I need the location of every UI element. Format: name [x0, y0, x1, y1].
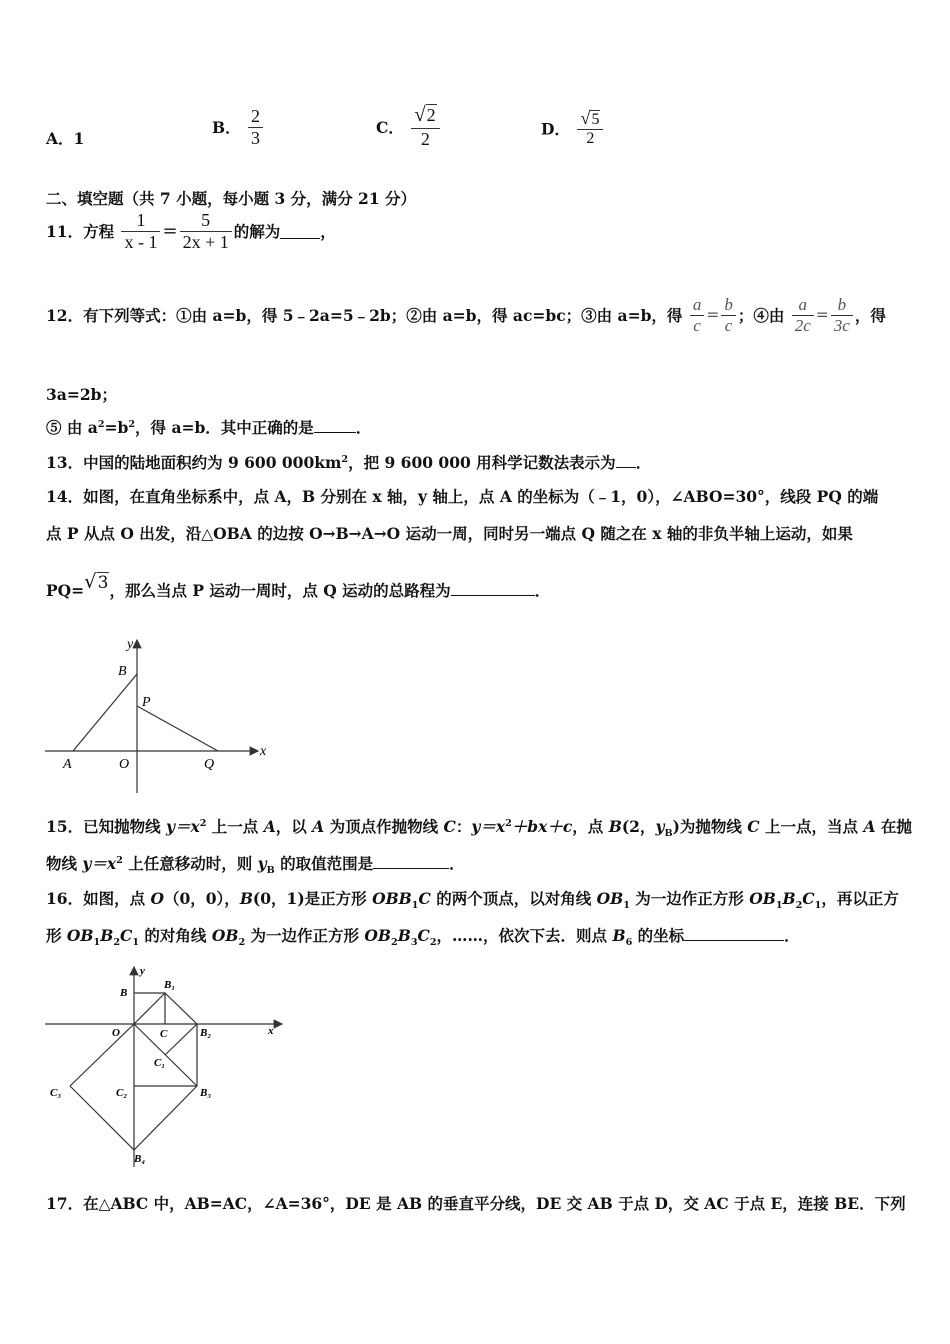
q11-prefix: 11．方程	[46, 222, 115, 242]
answer-blank[interactable]	[314, 418, 356, 433]
label-b: B	[118, 664, 127, 679]
text: ，那么当点 P 运动一周时，点 Q 运动的总路程为	[109, 581, 451, 600]
denominator: 2	[586, 130, 595, 148]
numerator: 1	[121, 210, 160, 232]
text: (2，	[621, 817, 656, 836]
label-c3: C₃	[50, 1087, 62, 1099]
text: 15．已知抛物线	[46, 817, 166, 836]
math: C	[418, 889, 431, 908]
q11-suffix: 的解为	[233, 222, 281, 242]
math: ＋bx＋c	[511, 817, 573, 836]
label-c: C	[160, 1028, 168, 1040]
label-o: O	[112, 1027, 120, 1039]
equals-sign: =	[162, 220, 178, 242]
edge-b1b2	[165, 993, 197, 1024]
superscript: 2	[97, 418, 105, 430]
subscript: 6	[625, 937, 633, 949]
label-x: x	[268, 1025, 274, 1037]
subscript: 1	[623, 900, 630, 912]
label-y: y	[140, 965, 145, 977]
fraction-lhs	[121, 210, 160, 252]
text: （0，0），	[163, 889, 240, 908]
text: ，点	[572, 817, 609, 836]
math: B	[612, 926, 626, 945]
text: ⑤ 由 a	[46, 418, 98, 437]
text: 上任意移动时，则	[122, 854, 258, 873]
math: y	[655, 817, 665, 836]
subscript: 2	[113, 937, 120, 949]
superscript: 2	[128, 418, 136, 430]
subscript: 2	[391, 937, 398, 949]
denominator: x - 1	[124, 231, 158, 252]
q16-figure	[40, 962, 300, 1172]
label-b2: B₂	[200, 1027, 212, 1039]
label-c1: C₁	[154, 1057, 166, 1069]
fraction: $\frac{b}{c}$	[721, 295, 736, 335]
math: OB	[364, 926, 392, 945]
math: OB	[66, 926, 94, 945]
answer-blank[interactable]	[373, 854, 449, 869]
denominator: 2	[420, 128, 430, 149]
text: ．	[635, 453, 652, 472]
subscript: 2	[429, 937, 437, 949]
q16-line1	[46, 887, 899, 912]
math: B	[100, 926, 114, 945]
label-b4: B₄	[134, 1153, 146, 1165]
q14-line3	[46, 570, 551, 601]
text: (0，1)是正方形	[252, 889, 373, 908]
fraction	[577, 108, 603, 149]
numerator: 2	[248, 106, 263, 128]
math: O	[150, 889, 164, 908]
subscript: 1	[93, 937, 101, 949]
subscript: 1	[411, 900, 419, 912]
math: y＝x	[471, 817, 506, 836]
label-a: A	[63, 757, 72, 772]
math: A	[263, 817, 276, 836]
fraction: $\frac{a}{c}$	[690, 295, 705, 335]
label-p: P	[142, 695, 151, 710]
q14-figure	[40, 628, 280, 794]
sqrt: √3	[84, 570, 109, 593]
math: y＝x	[82, 854, 117, 873]
text: 的对角线	[139, 926, 212, 945]
math: C	[747, 817, 760, 836]
math: B	[397, 926, 411, 945]
fraction: $\frac{b}{3c}$	[831, 295, 853, 335]
q15-line1	[46, 815, 912, 840]
superscript: 2	[199, 817, 207, 829]
q12-line1: 12．有下列等式：①由 a=b，得 5﹣2a=5﹣2b；②由 a=b，得 ac=bc；③由 a=b，得	[46, 306, 683, 326]
q12-mid: ；④由	[737, 306, 785, 326]
numerator: 5	[180, 210, 232, 232]
math: y	[257, 854, 267, 873]
math: C	[802, 889, 815, 908]
segment-ab	[73, 674, 137, 751]
math: C	[417, 926, 430, 945]
math: A	[863, 817, 876, 836]
q12-line2: 3a=2b；	[46, 385, 117, 404]
text: 为一边作正方形	[245, 926, 365, 945]
math: B	[782, 889, 796, 908]
text: ．	[784, 926, 800, 945]
text: PQ=	[46, 581, 85, 600]
choice-value: 1	[73, 129, 85, 148]
q15-line2	[46, 852, 465, 877]
math: y＝x	[165, 817, 200, 836]
text: 的坐标	[632, 926, 685, 945]
choice-letter: C．	[376, 117, 404, 137]
edge-oc3	[70, 1024, 134, 1086]
text: ，把 9 600 000 用科学记数法表示为	[348, 453, 616, 472]
text: 的取值范围是	[274, 854, 374, 873]
q12-line3	[46, 416, 371, 438]
superscript: 2	[116, 854, 123, 866]
question-12: 12．有下列等式：①由 a=b，得 5﹣2a=5﹣2b；②由 a=b，得 ac=bc；③由 a=b，得 $\frac{a}{c}$ = $\frac{b}{c}$ ；④由 $\frac{a}{2c}$ = $\frac{b}{3c}$ ，得	[46, 295, 886, 335]
label-q: Q	[204, 757, 215, 772]
math: OB	[749, 889, 776, 908]
math: B	[239, 889, 253, 908]
segment-pq	[137, 706, 218, 751]
choice-letter: D．	[541, 119, 570, 139]
subscript: 2	[795, 900, 803, 912]
subscript: 3	[410, 937, 418, 949]
text: 物线	[46, 854, 83, 873]
text: ．	[355, 418, 372, 437]
text: ，得 a=b．其中正确的是	[135, 418, 314, 437]
section-title: 二、填空题（共 7 小题，每小题 3 分，满分 21 分）	[46, 189, 417, 208]
text: ：	[455, 817, 472, 836]
math: OBB	[372, 889, 412, 908]
sqrt: √5	[580, 108, 600, 128]
math: OB	[211, 926, 239, 945]
math: OB	[596, 889, 624, 908]
diagonal-ob1	[134, 993, 165, 1024]
edge-b4b3	[134, 1086, 197, 1150]
text: ．	[534, 581, 551, 600]
math: C	[443, 817, 456, 836]
q12-tail: ，得	[854, 306, 886, 326]
sqrt: √2	[414, 104, 436, 126]
label-o: O	[119, 757, 130, 772]
question-17: 17．在△ABC 中，AB=AC，∠A=36°，DE 是 AB 的垂直平分线，DE 交 AB 于点 D，交 AC 于点 E，连接 BE．下列	[46, 1194, 906, 1213]
subscript: 1	[132, 937, 140, 949]
text: ，以	[275, 817, 313, 836]
fraction: $\frac{a}{2c}$	[792, 295, 814, 335]
choice-b	[212, 106, 265, 148]
label-b: B	[120, 987, 128, 999]
label-b1: B₁	[164, 979, 176, 991]
subscript: B	[266, 865, 275, 877]
text: ，……，依次下去．则点	[436, 926, 613, 945]
label-x: x	[260, 744, 267, 759]
numerator	[577, 108, 603, 130]
text: ，再以正方	[821, 889, 899, 908]
text: 的两个顶点，以对角线	[430, 889, 597, 908]
fraction	[411, 104, 439, 149]
edge-c1b2	[165, 1024, 197, 1055]
superscript: 2	[505, 817, 512, 829]
choice-c	[376, 104, 442, 149]
q14-line1: 14．如图，在直角坐标系中，点 A，B 分别在 x 轴，y 轴上，点 A 的坐标为（﹣1，0），∠ABO=30°，线段 PQ 的端	[46, 487, 879, 506]
text: 为一边作正方形	[629, 889, 750, 908]
choice-d	[541, 108, 605, 149]
text: =b	[104, 418, 129, 437]
answer-blank[interactable]	[684, 926, 784, 941]
math: B	[608, 817, 622, 836]
superscript: 2	[341, 453, 349, 465]
text: 形	[46, 926, 67, 945]
answer-blank[interactable]	[280, 224, 320, 239]
math: A	[312, 817, 325, 836]
subscript: 2	[238, 937, 246, 949]
text: 上一点，当点	[759, 817, 864, 836]
label-c2: C₂	[116, 1087, 128, 1099]
answer-blank[interactable]	[616, 453, 636, 468]
q11-end: ，	[320, 222, 336, 242]
text: 13．中国的陆地面积约为 9 600 000km	[46, 453, 342, 472]
question-11	[46, 210, 336, 252]
text: ．	[449, 854, 465, 873]
label-y: y	[127, 637, 134, 652]
subscript: 1	[814, 900, 822, 912]
q16-line2	[46, 924, 800, 949]
fraction-rhs	[180, 210, 232, 252]
text: 上一点	[206, 817, 264, 836]
question-13	[46, 451, 651, 473]
denominator: 2x + 1	[182, 231, 229, 252]
choice-letter: A．	[46, 129, 74, 148]
math: C	[120, 926, 133, 945]
subscript: B	[664, 828, 673, 840]
denominator: 3	[251, 127, 261, 148]
answer-blank[interactable]	[451, 581, 535, 596]
text: 16．如图，点	[46, 889, 151, 908]
text: )为抛物线	[672, 817, 748, 836]
choice-letter: B．	[212, 118, 241, 138]
choice-a	[46, 127, 84, 149]
subscript: 1	[775, 900, 783, 912]
label-b3: B₃	[200, 1087, 212, 1099]
numerator	[411, 104, 439, 129]
text: 在抛	[875, 817, 912, 836]
q14-line2: 点 P 从点 O 出发，沿△OBA 的边按 O→B→A→O 运动一周，同时另一端点 Q 随之在 x 轴的非负半轴上运动，如果	[46, 524, 853, 543]
fraction	[248, 106, 263, 148]
text: 为顶点作抛物线	[324, 817, 444, 836]
